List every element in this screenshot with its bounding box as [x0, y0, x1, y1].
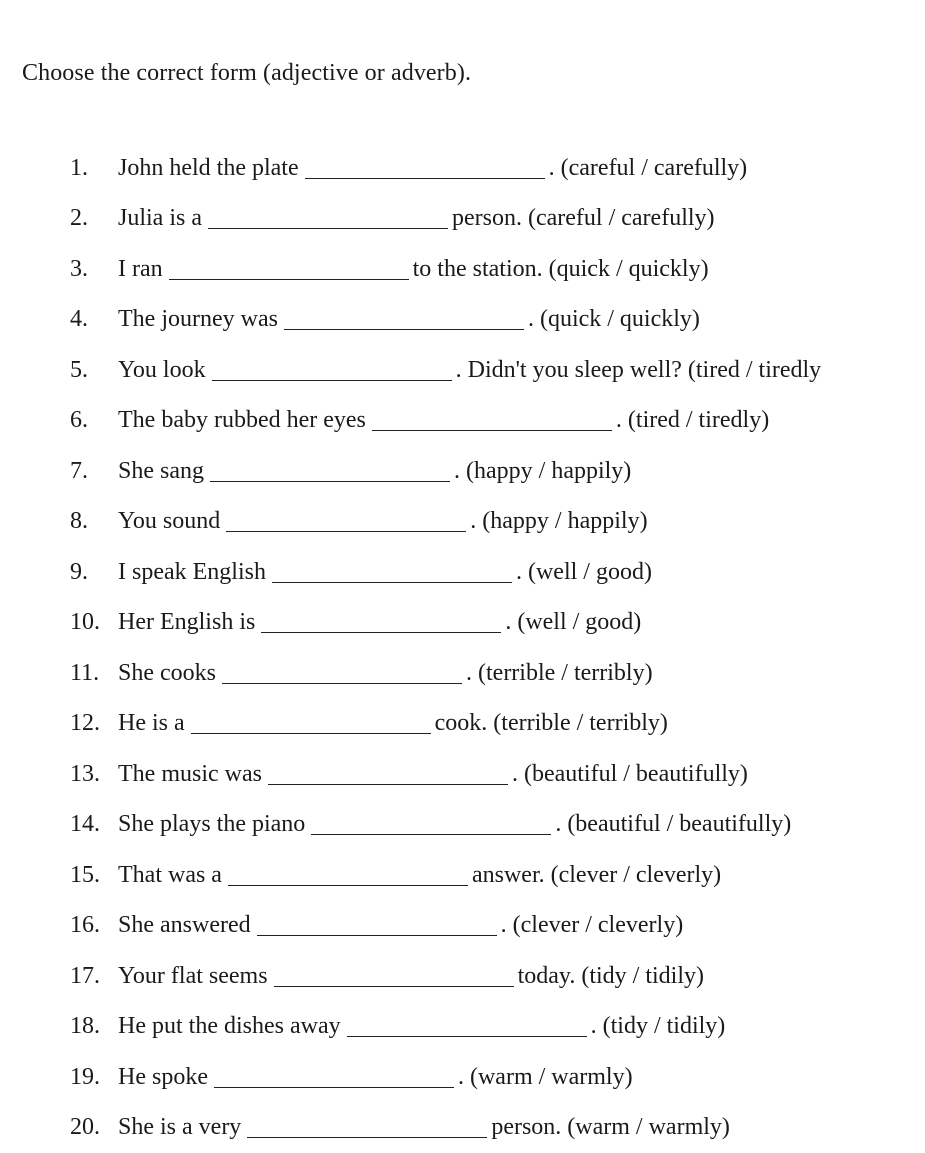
- exercise-item: [70, 749, 821, 800]
- exercise-number: 11.: [70, 660, 118, 687]
- exercise-text-before: The baby rubbed her eyes: [118, 407, 366, 434]
- exercise-text-after: . (clever / cleverly): [501, 912, 684, 939]
- exercise-number: 2.: [70, 205, 118, 232]
- exercise-text-after: today. (tidy / tidily): [518, 963, 704, 990]
- exercise-text-after: . (well / good): [516, 559, 652, 586]
- exercise-item: [70, 1052, 821, 1103]
- exercise-item: [70, 446, 821, 497]
- exercise-item: [70, 800, 821, 851]
- exercise-text-before: She answered: [118, 912, 251, 939]
- answer-blank[interactable]: [191, 715, 431, 734]
- exercise-text-after: . (warm / warmly): [458, 1064, 633, 1091]
- exercise-list: [70, 143, 821, 1153]
- exercise-text-after: . (tired / tiredly): [616, 407, 769, 434]
- exercise-text-after: person. (warm / warmly): [491, 1114, 730, 1141]
- exercise-text-before: Julia is a: [118, 205, 202, 232]
- exercise-number: 12.: [70, 710, 118, 737]
- exercise-text-before: I ran: [118, 256, 163, 283]
- exercise-text-after: . (happy / happily): [470, 508, 647, 535]
- exercise-text-before: Her English is: [118, 609, 255, 636]
- answer-blank[interactable]: [169, 261, 409, 280]
- exercise-item: [70, 901, 821, 952]
- exercise-number: 4.: [70, 306, 118, 333]
- exercise-number: 1.: [70, 155, 118, 182]
- exercise-number: 7.: [70, 458, 118, 485]
- answer-blank[interactable]: [212, 362, 452, 381]
- exercise-item: [70, 143, 821, 194]
- instructions-heading: Choose the correct form (adjective or adverb).: [22, 60, 471, 87]
- exercise-item: [70, 699, 821, 750]
- answer-blank[interactable]: [372, 412, 612, 431]
- exercise-text-before: He put the dishes away: [118, 1013, 341, 1040]
- exercise-number: 14.: [70, 811, 118, 838]
- exercise-text-before: The music was: [118, 761, 262, 788]
- answer-blank[interactable]: [261, 614, 501, 633]
- exercise-number: 3.: [70, 256, 118, 283]
- exercise-number: 17.: [70, 963, 118, 990]
- exercise-text-after: . Didn't you sleep well? (tired / tiredly: [456, 357, 822, 384]
- exercise-number: 19.: [70, 1064, 118, 1091]
- exercise-text-before: You sound: [118, 508, 220, 535]
- exercise-item: [70, 951, 821, 1002]
- exercise-text-after: to the station. (quick / quickly): [413, 256, 709, 283]
- exercise-number: 13.: [70, 761, 118, 788]
- exercise-number: 15.: [70, 862, 118, 889]
- exercise-text-before: That was a: [118, 862, 222, 889]
- exercise-text-after: . (tidy / tidily): [591, 1013, 726, 1040]
- answer-blank[interactable]: [268, 766, 508, 785]
- answer-blank[interactable]: [214, 1069, 454, 1088]
- exercise-item: [70, 194, 821, 245]
- answer-blank[interactable]: [274, 968, 514, 987]
- exercise-item: [70, 598, 821, 649]
- exercise-item: [70, 497, 821, 548]
- answer-blank[interactable]: [210, 463, 450, 482]
- answer-blank[interactable]: [228, 867, 468, 886]
- exercise-item: [70, 396, 821, 447]
- exercise-item: [70, 648, 821, 699]
- exercise-number: 8.: [70, 508, 118, 535]
- exercise-number: 5.: [70, 357, 118, 384]
- answer-blank[interactable]: [305, 160, 545, 179]
- exercise-item: [70, 1103, 821, 1153]
- exercise-text-before: John held the plate: [118, 155, 299, 182]
- exercise-item: [70, 547, 821, 598]
- exercise-text-before: The journey was: [118, 306, 278, 333]
- exercise-text-before: She cooks: [118, 660, 216, 687]
- answer-blank[interactable]: [257, 917, 497, 936]
- answer-blank[interactable]: [222, 665, 462, 684]
- exercise-number: 9.: [70, 559, 118, 586]
- exercise-text-before: She plays the piano: [118, 811, 305, 838]
- exercise-text-before: You look: [118, 357, 206, 384]
- exercise-text-after: . (terrible / terribly): [466, 660, 653, 687]
- answer-blank[interactable]: [347, 1018, 587, 1037]
- exercise-text-after: person. (careful / carefully): [452, 205, 715, 232]
- exercise-text-before: He is a: [118, 710, 185, 737]
- exercise-text-after: . (well / good): [505, 609, 641, 636]
- exercise-text-after: cook. (terrible / terribly): [435, 710, 668, 737]
- answer-blank[interactable]: [208, 210, 448, 229]
- exercise-number: 18.: [70, 1013, 118, 1040]
- exercise-text-before: I speak English: [118, 559, 266, 586]
- exercise-item: [70, 850, 821, 901]
- exercise-text-before: Your flat seems: [118, 963, 268, 990]
- exercise-text-after: . (happy / happily): [454, 458, 631, 485]
- exercise-text-after: . (beautiful / beautifully): [512, 761, 748, 788]
- exercise-text-after: . (quick / quickly): [528, 306, 700, 333]
- exercise-number: 6.: [70, 407, 118, 434]
- exercise-item: [70, 345, 821, 396]
- answer-blank[interactable]: [284, 311, 524, 330]
- answer-blank[interactable]: [272, 564, 512, 583]
- answer-blank[interactable]: [226, 513, 466, 532]
- exercise-text-after: answer. (clever / cleverly): [472, 862, 721, 889]
- exercise-text-after: . (beautiful / beautifully): [555, 811, 791, 838]
- answer-blank[interactable]: [311, 816, 551, 835]
- exercise-text-after: . (careful / carefully): [549, 155, 748, 182]
- exercise-text-before: She is a very: [118, 1114, 241, 1141]
- exercise-text-before: She sang: [118, 458, 204, 485]
- exercise-item: [70, 1002, 821, 1053]
- exercise-item: [70, 244, 821, 295]
- exercise-number: 10.: [70, 609, 118, 636]
- exercise-number: 20.: [70, 1114, 118, 1141]
- exercise-number: 16.: [70, 912, 118, 939]
- answer-blank[interactable]: [247, 1119, 487, 1138]
- exercise-item: [70, 295, 821, 346]
- exercise-text-before: He spoke: [118, 1064, 208, 1091]
